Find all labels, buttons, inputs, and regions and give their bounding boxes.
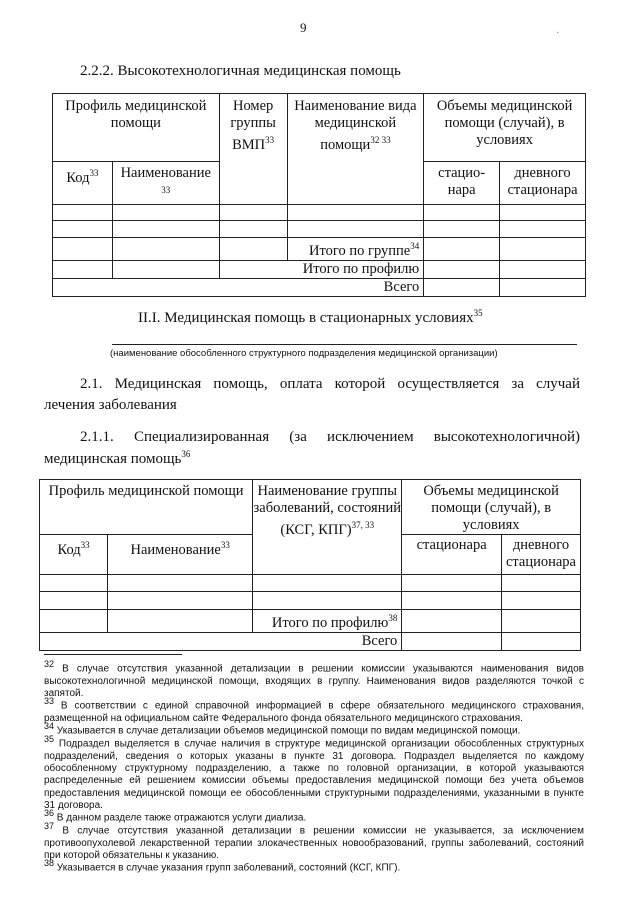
page-number: 9 — [300, 20, 307, 35]
para-21-line1: 2.1. Медицинская помощь, оплата которой осуществляется за случай — [80, 376, 580, 392]
header-vmp-group: Номер группы ВМП$^{33}$ — [219, 94, 287, 205]
group-total-label: Итого по группе$^{34}$ — [287, 237, 424, 260]
header-stationary: стацио- нара — [424, 162, 500, 205]
specialized-table — [39, 479, 581, 651]
footnote-34: $^{34}$ Указывается в случае детализации объемов медицинской помощи по видам медицинской помощи. — [44, 721, 521, 737]
footnote-32: $^{32}$ В случае отсутствия указанной детализации в решении комиссии указываются наименования видов высокотехнологичной медицинской помощи, входящих в группу. Наименования видов разделяются точкой с запятой. — [44, 659, 584, 699]
caption-rule — [112, 344, 577, 345]
group-total-row — [53, 237, 586, 260]
grand-total-label: Всего — [40, 632, 402, 650]
header-vid-name: Наименование вида медицинской помощи$^{32 33}$ — [287, 94, 424, 205]
header-day-stationary: дневного стационара — [501, 535, 580, 575]
footnote-36: $^{36}$ В данном разделе также отражаются услуги диализа. — [44, 808, 307, 824]
para-21-line2: лечения заболевания — [44, 397, 177, 413]
header-code: Код$^{33}$ — [40, 535, 108, 575]
section-222-title: 2.2.2. Высокотехнологичная медицинская помощь — [80, 63, 401, 79]
header-ksg-name: Наименование группы заболеваний, состояний (КСГ, КПГ)$^{37, 33}$ — [253, 480, 402, 575]
vmp-table — [52, 93, 586, 297]
header-stationary: стационара — [402, 535, 502, 575]
profile-total-label: Итого по профилю$^{38}$ — [253, 610, 402, 633]
grand-total-row — [40, 632, 581, 650]
footnote-37: $^{37}$ В случае отсутствия указанной детализации в решении комиссии не указывается, за исключением противоопухолевой лекарственной терапии злокачественных новообразований, группы заболеваний, состояний при которой обязательны к указанию. — [44, 821, 584, 861]
subdivision-caption: (наименование обособленного структурного подразделения медицинской организации) — [110, 348, 498, 359]
footnote-38: $^{38}$ Указывается в случае указания групп заболеваний, состояний (КСГ, КПГ). — [44, 858, 401, 874]
profile-total-row — [53, 260, 586, 278]
header-name: Наименование $^{33}$ — [112, 162, 219, 205]
header-day-stationary: дневного стационара — [500, 162, 586, 205]
footnote-33: $^{33}$ В соответствии с единой справочной информацией в сфере обязательного медицинского страхования, размещенной на официальном сайте Федерального фонда обязательного медицинского страхования. — [44, 696, 584, 724]
para-211-line1: 2.1.1. Специализированная (за исключением высокотехнологичной) — [80, 429, 580, 445]
header-volumes: Объемы медицинской помощи (случай), в условиях — [402, 480, 581, 535]
section-ii1-title: II.I. Медицинская помощь в стационарных условиях$^{35}$ — [138, 308, 483, 326]
table-row — [40, 575, 581, 592]
para-211-line2: медицинская помощь$^{36}$ — [44, 449, 191, 467]
grand-total-label: Всего — [53, 278, 424, 296]
header-code: Код$^{33}$ — [53, 162, 113, 205]
profile-total-row — [40, 610, 581, 633]
footnote-35: $^{35}$ Подраздел выделяется в случае наличия в структуре медицинской организации обособленных структурных подразделений, сведения о которых указаны в пункте 31 договора. Подраздел выделяется по каждому обособленному структурному подразделению, а также по головной организации, в которой указываются распределенные ей решением комиссии объемы предоставления медицинской помощи без учета объемов предоставления медицинской помощи ее обособленными структурными подразделениями, указанными в пункте 31 договора. — [44, 734, 584, 811]
header-volumes: Объемы медицинской помощи (случай), в условиях — [424, 94, 586, 162]
table-row — [53, 204, 586, 220]
header-profile: Профиль медицинской помощи — [40, 480, 253, 535]
grand-total-row — [53, 278, 586, 296]
profile-total-label: Итого по профилю — [219, 260, 424, 278]
header-name: Наименование$^{33}$ — [108, 535, 253, 575]
corner-mark: · — [556, 28, 560, 39]
table-row — [53, 220, 586, 237]
footnote-separator — [44, 654, 182, 655]
table-row — [40, 592, 581, 610]
header-profile: Профиль медицинской помощи — [53, 94, 220, 162]
